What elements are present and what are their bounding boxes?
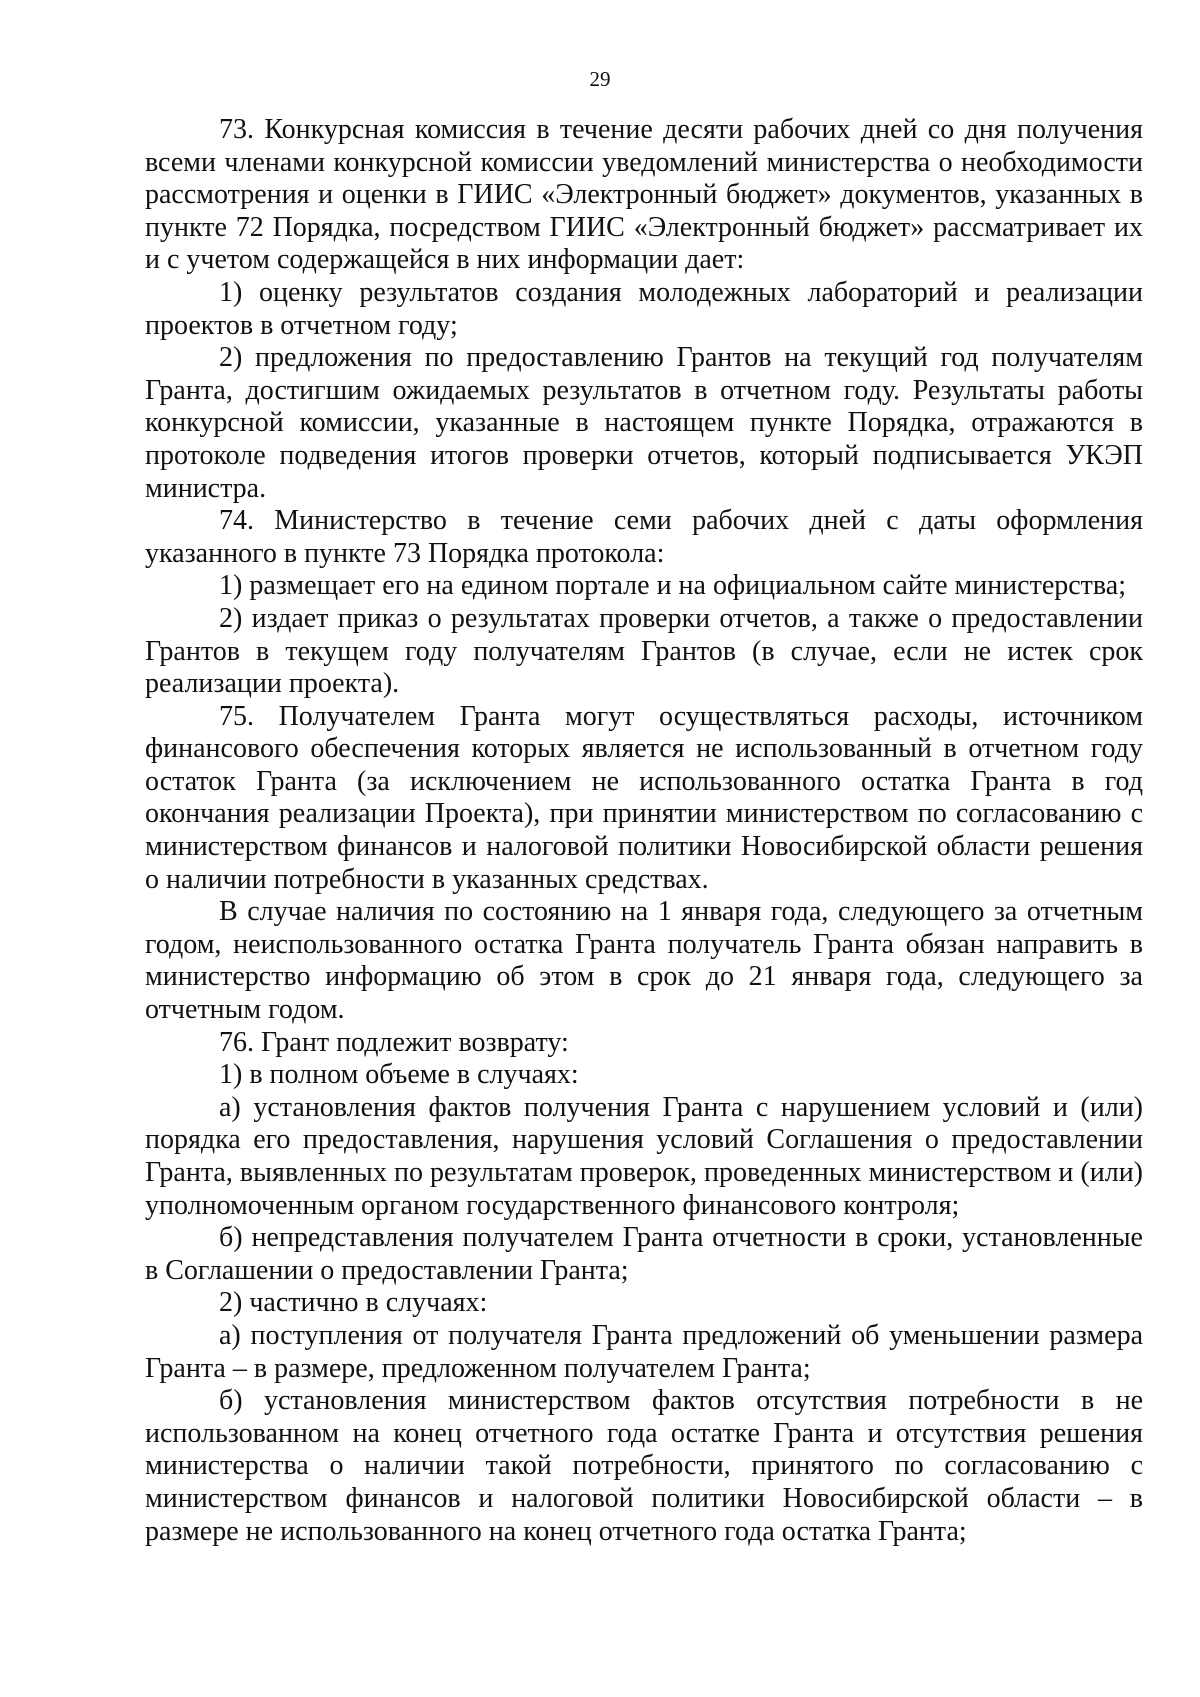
paragraph-74: 74. Министерство в течение семи рабочих дней с даты оформления указанного в пункте 73 Порядка протокола: bbox=[145, 505, 1143, 569]
paragraph-76-item-2-a: а) поступления от получателя Гранта предложений об уменьшении размера Гранта – в размере, предложенном получателем Гранта; bbox=[145, 1319, 1143, 1384]
paragraph-76-item-1-a: а) установления фактов получения Гранта с нарушением условий и (или) порядка его предоставления, нарушения условий Соглашения о предоставлении Гранта, выявленных по результатам проверок, проведенных министерством и (или) уполномоченным органом государственного финансового контроля; bbox=[145, 1091, 1143, 1221]
paragraph-76-item-2-b: б) установления министерством фактов отсутствия потребности в не использованном на конец отчетного года остатке Гранта и отсутствия решения министерства о наличии такой потребности, принятого по согласованию с министерством финансов и налоговой политики Новосибирской области – в размере не использованного на конец отчетного года остатка Гранта; bbox=[145, 1385, 1143, 1547]
paragraph-76-item-1: 1) в полном объеме в случаях: bbox=[219, 1059, 579, 1091]
page-number: 29 bbox=[589, 67, 611, 91]
paragraph-75: 75. Получателем Гранта могут осуществляться расходы, источником финансового обеспечения которых является не использованный в отчетном году остаток Гранта (за исключением не использованного остатка Гранта в год окончания реализации Проекта), при принятии министерством по согласованию с министерством финансов и налоговой политики Новосибирской области решения о наличии потребности в указанных средствах. bbox=[145, 700, 1143, 895]
paragraph-74-item-1: 1) размещает его на едином портале и на официальном сайте министерства; bbox=[219, 570, 1126, 602]
paragraph-73-item-1: 1) оценку результатов создания молодежных лабораторий и реализации проектов в отчетном году; bbox=[145, 276, 1143, 341]
paragraph-74-item-2: 2) издает приказ о результатах проверки отчетов, а также о предоставлении Грантов в текущем году получателям Грантов (в случае, если не истек срок реализации проекта). bbox=[145, 602, 1143, 700]
paragraph-73-item-2: 2) предложения по предоставлению Грантов на текущий год получателям Гранта, достигшим ожидаемых результатов в отчетном году. Результаты работы конкурсной комиссии, указанные в настоящем пункте Порядка, отражаются в протоколе подведения итогов проверки отчетов, который подписывается УКЭП министра. bbox=[145, 342, 1143, 504]
paragraph-76-item-2: 2) частично в случаях: bbox=[219, 1287, 488, 1319]
document-body bbox=[145, 114, 1143, 1548]
paragraph-75-continuation: В случае наличия по состоянию на 1 января года, следующего за отчетным годом, неиспользованного остатка Гранта получатель Гранта обязан направить в министерство информацию об этом в срок до 21 января года, следующего за отчетным годом. bbox=[145, 896, 1143, 1026]
paragraph-76: 76. Грант подлежит возврату: bbox=[219, 1026, 569, 1058]
paragraph-76-item-1-b: б) непредставления получателем Гранта отчетности в сроки, установленные в Соглашении о предоставлении Гранта; bbox=[145, 1222, 1143, 1286]
paragraph-73: 73. Конкурсная комиссия в течение десяти рабочих дней со дня получения всеми членами конкурсной комиссии уведомлений министерства о необходимости рассмотрения и оценки в ГИИС «Электронный бюджет» документов, указанных в пункте 72 Порядка, посредством ГИИС «Электронный бюджет» рассматривает их и с учетом содержащейся в них информации дает: bbox=[145, 114, 1143, 276]
